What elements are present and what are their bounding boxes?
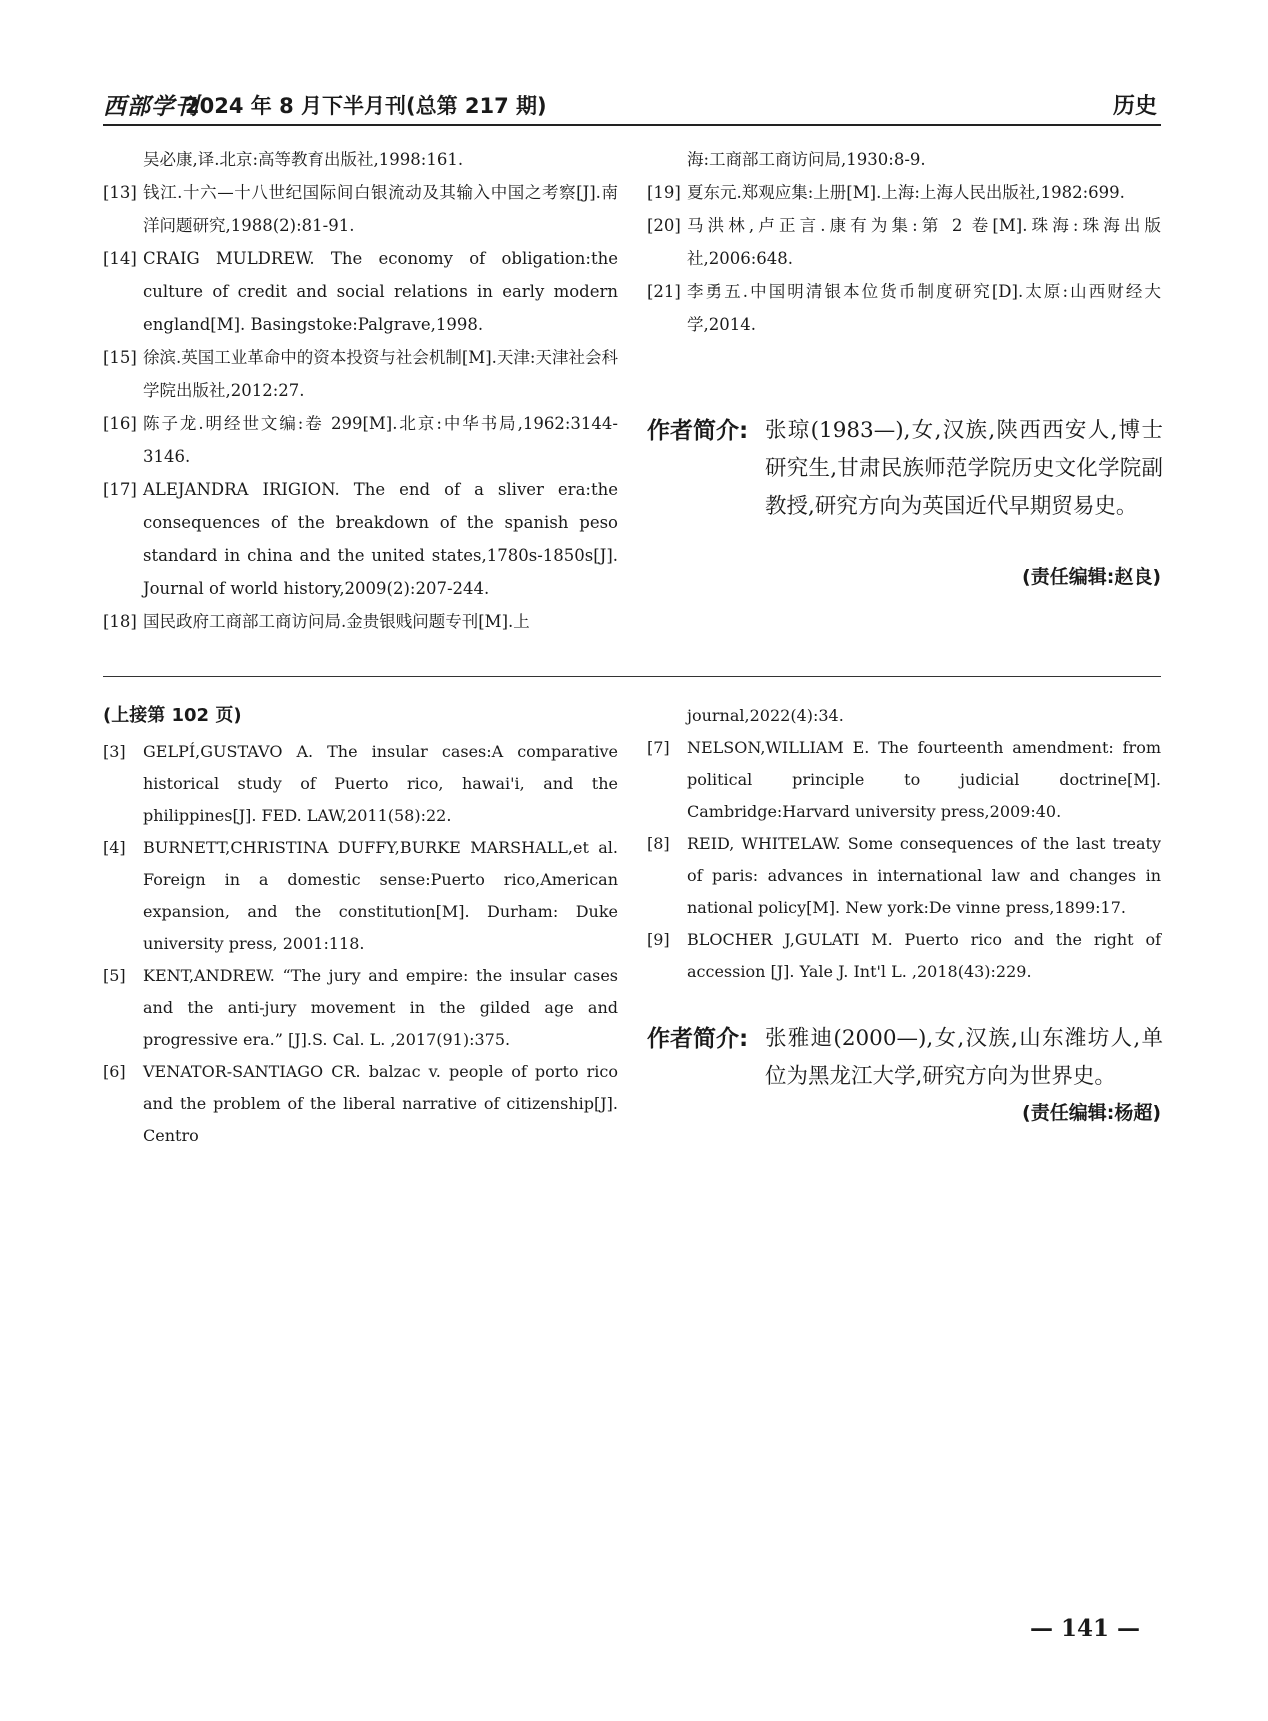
reference-item — [103, 832, 618, 960]
reference-number: [17] — [103, 480, 137, 499]
reference-item — [103, 407, 618, 473]
reference-number: [4] — [103, 838, 126, 857]
reference-number: [7] — [647, 738, 670, 757]
reference-item — [103, 605, 618, 638]
reference-item — [103, 341, 618, 407]
responsible-editor: (责任编辑:杨超) — [1022, 1102, 1161, 1124]
reference-number: [20] — [647, 216, 681, 235]
reference-number: [15] — [103, 348, 137, 367]
responsible-editor: (责任编辑:赵良) — [1022, 566, 1161, 588]
reference-text: GELPÍ,GUSTAVO A. The insular cases:A comparative historical study of Puerto rico, hawai'i, and the philippines[J]. FED. LAW,2011(58):22. — [143, 742, 618, 825]
references-bottom-left — [103, 700, 618, 1152]
reference-number: [14] — [103, 249, 137, 268]
reference-number: [21] — [647, 282, 681, 301]
reference-item — [647, 176, 1161, 209]
reference-text: NELSON,WILLIAM E. The fourteenth amendment: from political principle to judicial doctrine[M]. Cambridge:Harvard university press,2009:40. — [687, 738, 1161, 821]
references-top-left — [103, 143, 618, 638]
reference-number: [18] — [103, 612, 137, 631]
reference-number: [6] — [103, 1062, 126, 1081]
reference-text: 李勇五.中国明清银本位货币制度研究[D].太原:山西财经大学,2014. — [687, 282, 1161, 334]
references-bottom-right — [647, 700, 1161, 988]
author-bio-label: 作者简介: — [647, 418, 749, 444]
author-bio-text: 张琼(1983—),女,汉族,陕西西安人,博士研究生,甘肃民族师范学院历史文化学院副教授,研究方向为英国近代早期贸易史。 — [765, 418, 1163, 519]
reference-text: REID, WHITELAW. Some consequences of the last treaty of paris: advances in international law and changes in national policy[M]. New york:De vinne press,1899:17. — [687, 834, 1161, 917]
reference-text: 钱江.十六—十八世纪国际间白银流动及其输入中国之考察[J].南洋问题研究,1988(2):81-91. — [143, 183, 618, 235]
reference-item — [103, 473, 618, 605]
reference-item — [103, 242, 618, 341]
reference-text: BURNETT,CHRISTINA DUFFY,BURKE MARSHALL,et al. Foreign in a domestic sense:Puerto rico,American expansion, and the constitution[M]. Durham: Duke university press, 2001:118. — [143, 838, 618, 953]
issue-info: 2024 年 8 月下半月刊(总第 217 期) — [185, 94, 547, 118]
author-bio-text: 张雅迪(2000—),女,汉族,山东潍坊人,单位为黑龙江大学,研究方向为世界史。 — [765, 1026, 1163, 1089]
reference-text: 徐滨.英国工业革命中的资本投资与社会机制[M].天津:天津社会科学院出版社,2012:27. — [143, 348, 618, 400]
section-name: 历史 — [1112, 94, 1157, 119]
page-number: — 141 — — [1030, 1615, 1141, 1642]
reference-number: [5] — [103, 966, 126, 985]
reference-number: [19] — [647, 183, 681, 202]
journal-logo: 西部学刊 — [103, 93, 199, 120]
reference-item — [647, 209, 1161, 275]
reference-text: BLOCHER J,GULATI M. Puerto rico and the right of accession [J]. Yale J. Int'l L. ,2018(43):229. — [687, 930, 1161, 981]
reference-text: CRAIG MULDREW. The economy of obligation:the culture of credit and social relations in early modern england[M]. Basingstoke:Palgrave,1998. — [143, 249, 618, 334]
reference-text: KENT,ANDREW. “The jury and empire: the insular cases and the anti-jury movement in the gilded age and progressive era.” [J].S. Cal. L. ,2017(91):375. — [143, 966, 618, 1049]
reference-text: 国民政府工商部工商访问局.金贵银贱问题专刊[M].上 — [143, 612, 530, 631]
continued-from-note: (上接第 102 页) — [103, 705, 242, 726]
reference-continuation: 海:工商部工商访问局,1930:8-9. — [687, 150, 926, 169]
header-rule — [103, 124, 1161, 126]
reference-item — [647, 828, 1161, 924]
reference-number: [16] — [103, 414, 137, 433]
author-bio-label: 作者简介: — [647, 1026, 749, 1052]
reference-text: ALEJANDRA IRIGION. The end of a sliver era:the consequences of the breakdown of the spanish peso standard in china and the united states,1780s-1850s[J]. Journal of world history,2009(2):207-244. — [143, 480, 618, 598]
reference-item — [103, 960, 618, 1056]
reference-number: [9] — [647, 930, 670, 949]
section-divider — [103, 676, 1161, 677]
reference-continuation: journal,2022(4):34. — [687, 706, 844, 725]
reference-text: 马洪林,卢正言.康有为集:第 2 卷[M].珠海:珠海出版社,2006:648. — [687, 216, 1161, 268]
reference-number: [3] — [103, 742, 126, 761]
reference-continuation: 吴必康,译.北京:高等教育出版社,1998:161. — [143, 150, 464, 169]
reference-number: [13] — [103, 183, 137, 202]
reference-text: 陈子龙.明经世文编:卷 299[M].北京:中华书局,1962:3144-3146. — [143, 414, 618, 466]
references-top-right — [647, 143, 1161, 341]
reference-item — [103, 1056, 618, 1152]
reference-text: 夏东元.郑观应集:上册[M].上海:上海人民出版社,1982:699. — [687, 183, 1125, 202]
page-header — [103, 88, 1161, 122]
reference-item — [103, 176, 618, 242]
reference-number: [8] — [647, 834, 670, 853]
reference-text: VENATOR-SANTIAGO CR. balzac v. people of porto rico and the problem of the liberal narrative of citizenship[J]. Centro — [143, 1062, 618, 1145]
reference-item — [103, 736, 618, 832]
reference-item — [647, 275, 1161, 341]
reference-item — [647, 924, 1161, 988]
reference-item — [647, 732, 1161, 828]
